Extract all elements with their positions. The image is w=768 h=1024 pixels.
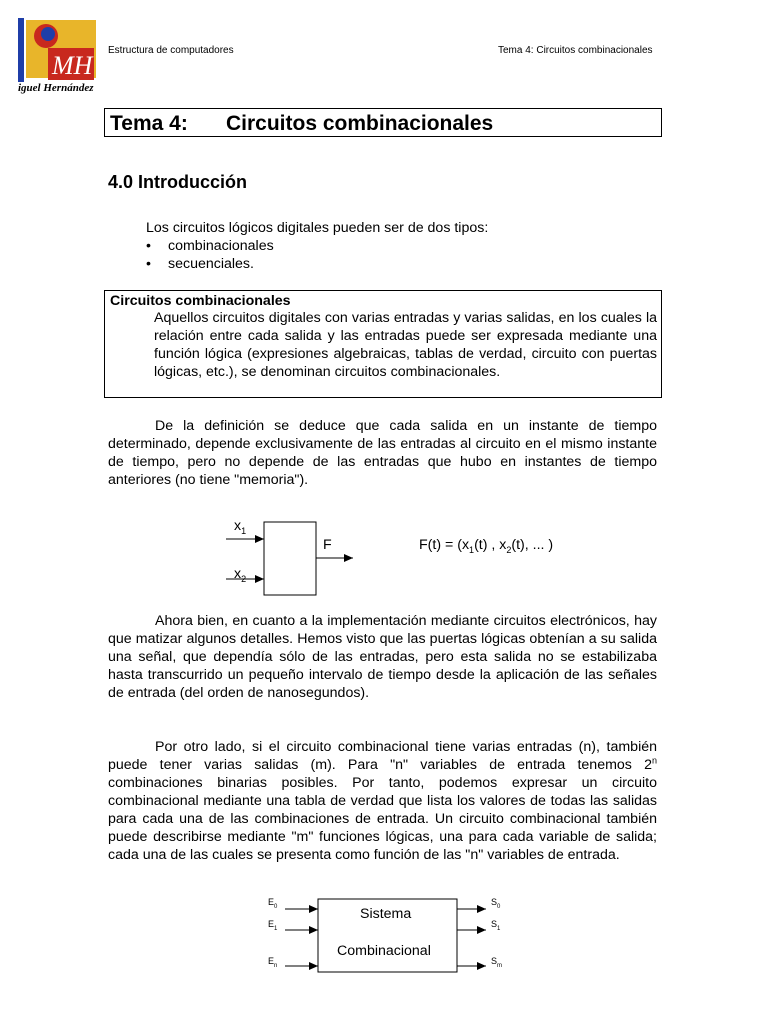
paragraph-line: lógicas obtenían a su salida una señal, que dependía sólo de las entradas, pero — [108, 631, 657, 665]
type-list — [146, 237, 274, 273]
definition-line: cuales la relación entre cada salida y las entradas puede ser expresada — [154, 310, 657, 344]
definition-line: combinacionales. — [390, 364, 501, 380]
input-label-e1: $E_1$ — [268, 919, 278, 932]
list-item: • secuenciales. — [146, 255, 274, 273]
intro-text: Los circuitos lógicos digitales pueden ser de dos tipos: — [146, 220, 489, 236]
input-label-en: $E_n$ — [268, 956, 278, 969]
header-course: Estructura de computadores — [108, 45, 234, 56]
chapter-number: Tema 4: — [110, 112, 188, 135]
paragraph-line: esta salida no se estabilizaba hasta transcurrido un pequeño intervalo de — [108, 649, 657, 683]
paragraph-definition-consequence — [108, 417, 657, 489]
paragraph-line: combinacional mediante una tabla de verdad que lista los valores de todas las — [108, 793, 609, 809]
definition-title: Circuitos combinacionales — [110, 293, 291, 309]
paragraph-line: tiempo anteriores (no tiene "memoria"). — [108, 454, 657, 488]
section-heading: 4.0 Introducción — [108, 172, 248, 192]
paragraph-line: para cada variable de salida; cada una de las cuales se presenta como función — [108, 829, 657, 863]
definition-line: Aquellos circuitos digitales con varias entradas y varias salidas, en los — [154, 310, 597, 326]
paragraph-multiple-outputs — [108, 738, 657, 864]
paragraph-line: Por otro lado, si el circuito combinacional tiene varias entradas (n), — [155, 739, 600, 755]
paragraph-line: De la definición se deduce que cada salida en un instante de tiempo — [155, 418, 657, 434]
output-label-s1: $S_1$ — [491, 919, 501, 932]
chapter-title-box — [104, 108, 662, 137]
output-label-f: F — [323, 537, 332, 553]
university-logo — [18, 18, 98, 98]
definition-line: mediante una función lógica (expresiones algebraicas, tablas de verdad, — [154, 328, 657, 362]
paragraph-line: de las "n" variables de entrada. — [423, 847, 620, 863]
paragraph-line: nanosegundos). — [267, 685, 370, 701]
paragraph-line: Ahora bien, en cuanto a la implementación mediante circuitos — [155, 613, 546, 629]
definition-body — [154, 309, 657, 381]
logo-caption: iguel Hernández — [18, 82, 94, 94]
list-item: • combinacionales — [146, 237, 274, 255]
output-label-sm: $S_m$ — [491, 956, 503, 969]
definition-box — [104, 290, 662, 398]
header-chapter: Tema 4: Circuitos combinacionales — [498, 45, 653, 56]
paragraph-line: salidas para cada una de las combinaciones de entrada. Un circuito — [108, 793, 657, 827]
system-label-line1: Sistema — [360, 906, 412, 922]
paragraph-line: instante de tiempo, pero no depende de las entradas que hubo en instantes de — [108, 436, 657, 470]
paragraph-implementation — [108, 612, 657, 702]
circuit-block — [264, 522, 316, 595]
paragraph-line: electrónicos, hay que matizar algunos detalles. Hemos visto que las puertas — [108, 613, 657, 647]
system-label-line2: Combinacional — [337, 943, 431, 959]
input-label-x2: $x_2$ — [234, 566, 247, 584]
paragraph-line: 2$^n$ combinaciones binarias posibles. Por tanto, podemos expresar un circuito — [108, 755, 657, 791]
paragraph-line: también puede tener varias salidas (m). Para "n" variables de entrada tenemos — [108, 739, 658, 773]
paragraph-line: tiempo desde la aplicación de las señales de entrada (del orden de — [108, 667, 657, 701]
output-label-s0: $S_0$ — [491, 897, 501, 910]
input-label-e0: $E_0$ — [268, 897, 278, 910]
definition-line: circuito con puertas lógicas, etc.), se denominan circuitos — [154, 346, 657, 380]
logo-monogram: MH — [52, 51, 93, 80]
chapter-title: Circuitos combinacionales — [226, 112, 494, 135]
paragraph-line: combinacional también puede describirse mediante "m" funciones lógicas, una — [108, 811, 657, 845]
function-formula: $F(t) = (x_1(t)$ , $x_2(t)$, ... ) — [419, 537, 554, 555]
input-label-x1: $x_1$ — [234, 518, 247, 536]
paragraph-line: determinado, depende exclusivamente de las entradas al circuito en el mismo — [108, 436, 603, 452]
